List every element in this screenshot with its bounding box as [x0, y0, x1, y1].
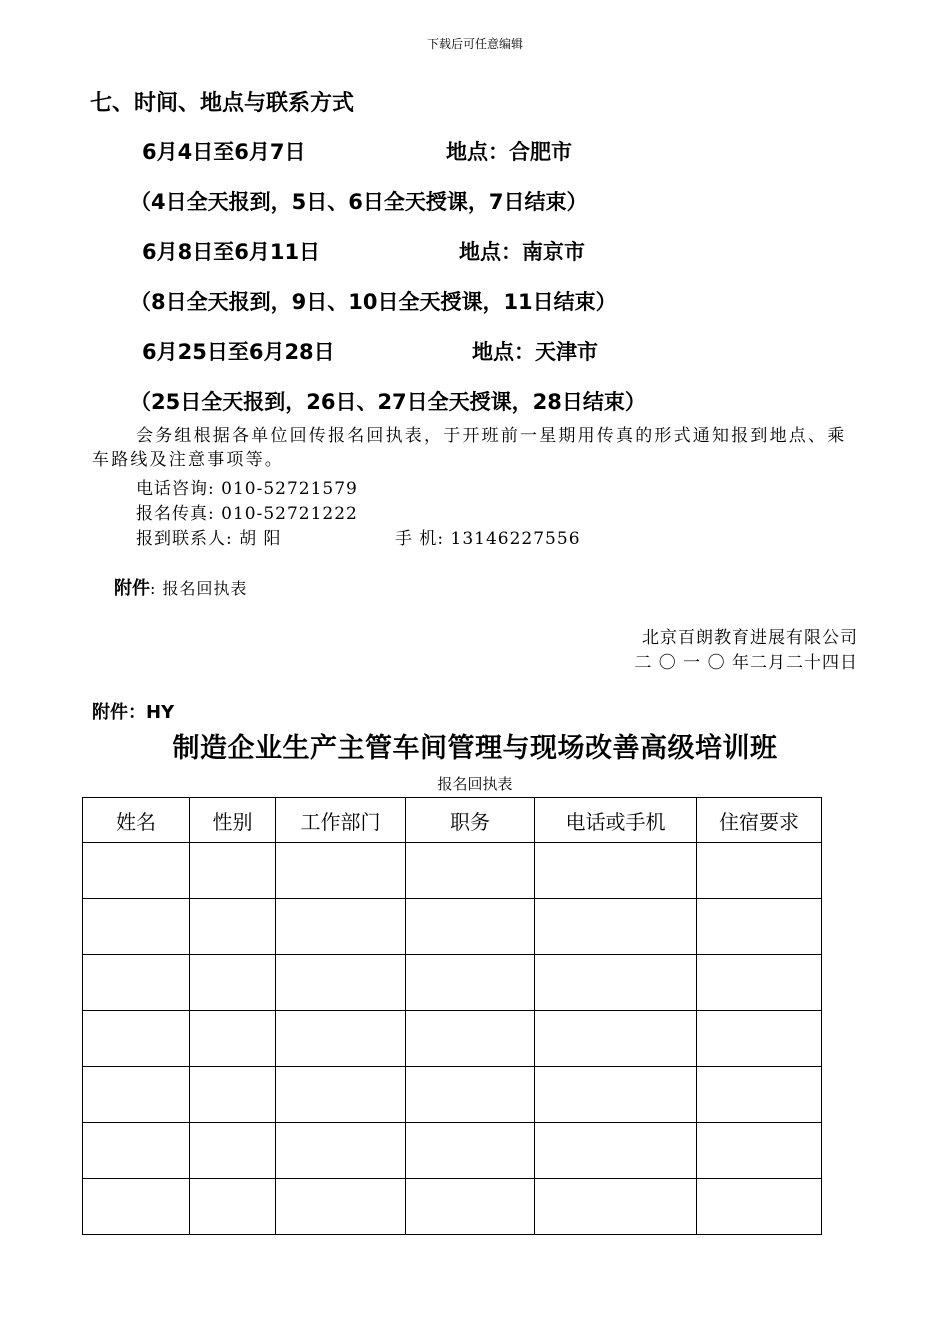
column-header-gender: 性别 [190, 798, 276, 843]
schedule-note: （25日全天报到，26日、27日全天授课，28日结束） [130, 390, 646, 414]
table-cell[interactable] [83, 1067, 190, 1123]
schedule-note: （4日全天报到，5日、6日全天授课，7日结束） [130, 190, 588, 214]
table-cell[interactable] [535, 1011, 697, 1067]
table-cell[interactable] [406, 843, 535, 899]
table-cell[interactable] [697, 955, 822, 1011]
table-cell[interactable] [190, 1123, 276, 1179]
table-cell[interactable] [190, 843, 276, 899]
schedule-dates: 6月25日至6月28日 [142, 340, 335, 364]
table-cell[interactable] [190, 1011, 276, 1067]
schedule-location: 地点：南京市 [459, 240, 585, 264]
table-cell[interactable] [276, 843, 406, 899]
table-cell[interactable] [406, 1011, 535, 1067]
table-cell[interactable] [190, 1067, 276, 1123]
table-cell[interactable] [406, 1067, 535, 1123]
contact-person: 报到联系人: 胡 阳 [136, 529, 282, 549]
table-body [83, 843, 822, 1235]
section-title: 七、时间、地点与联系方式 [90, 91, 355, 116]
table-row [83, 955, 822, 1011]
table-cell[interactable] [697, 1067, 822, 1123]
table-cell[interactable] [190, 1179, 276, 1235]
attachment-hy: 附件：HY [92, 702, 175, 723]
registration-table [82, 797, 822, 1235]
column-header-name: 姓名 [83, 798, 190, 843]
table-cell[interactable] [276, 1179, 406, 1235]
contact-phone: 电话咨询: 010-52721579 [136, 479, 358, 499]
table-cell[interactable] [535, 1123, 697, 1179]
column-header-position: 职务 [406, 798, 535, 843]
schedule-location: 地点：合肥市 [446, 140, 572, 164]
column-header-accommodation: 住宿要求 [697, 798, 822, 843]
table-cell[interactable] [535, 1067, 697, 1123]
table-cell[interactable] [697, 1011, 822, 1067]
table-cell[interactable] [535, 899, 697, 955]
table-cell[interactable] [406, 1123, 535, 1179]
table-cell[interactable] [83, 1123, 190, 1179]
table-cell[interactable] [406, 955, 535, 1011]
table-row [83, 843, 822, 899]
table-row [83, 1123, 822, 1179]
table-cell[interactable] [406, 1179, 535, 1235]
table-cell[interactable] [276, 1123, 406, 1179]
signature-date: 二 〇 一 〇 年二月二十四日 [634, 653, 858, 673]
table-cell[interactable] [83, 1179, 190, 1235]
attachment-label: 附件 [114, 578, 150, 599]
contact-fax: 报名传真: 010-52721222 [136, 504, 358, 524]
table-cell[interactable] [276, 1067, 406, 1123]
table-cell[interactable] [83, 843, 190, 899]
table-cell[interactable] [190, 955, 276, 1011]
table-cell[interactable] [276, 899, 406, 955]
table-cell[interactable] [83, 955, 190, 1011]
form-subtitle: 报名回执表 [437, 775, 513, 793]
schedule-note: （8日全天报到，9日、10日全天授课，11日结束） [130, 290, 617, 314]
table-cell[interactable] [535, 955, 697, 1011]
column-header-department: 工作部门 [276, 798, 406, 843]
table-row [83, 899, 822, 955]
table-cell[interactable] [697, 1179, 822, 1235]
attachment-line [114, 574, 247, 600]
schedule-dates: 6月4日至6月7日 [142, 140, 306, 164]
form-title: 制造企业生产主管车间管理与现场改善高级培训班 [172, 733, 778, 764]
column-header-phone: 电话或手机 [535, 798, 697, 843]
attachment-text: : 报名回执表 [150, 579, 248, 598]
table-cell[interactable] [83, 899, 190, 955]
schedule-dates: 6月8日至6月11日 [142, 240, 321, 264]
table-row [83, 1179, 822, 1235]
table-row [83, 1011, 822, 1067]
table-header-row [83, 798, 822, 843]
table-cell[interactable] [406, 899, 535, 955]
table-cell[interactable] [535, 1179, 697, 1235]
notice-paragraph: 会务组根据各单位回传报名回执表，于开班前一星期用传真的形式通知报到地点、乘车路线及注意事项等。 [92, 426, 847, 470]
table-cell[interactable] [697, 843, 822, 899]
table-cell[interactable] [190, 899, 276, 955]
table-cell[interactable] [83, 1011, 190, 1067]
schedule-location: 地点：天津市 [472, 340, 598, 364]
table-cell[interactable] [276, 1011, 406, 1067]
table-cell[interactable] [697, 899, 822, 955]
table-cell[interactable] [535, 843, 697, 899]
table-row [83, 1067, 822, 1123]
table-cell[interactable] [276, 955, 406, 1011]
contact-mobile: 手 机: 13146227556 [395, 529, 581, 549]
table-cell[interactable] [697, 1123, 822, 1179]
signature-company: 北京百朗教育进展有限公司 [642, 628, 858, 648]
header-note: 下载后可任意编辑 [426, 37, 523, 51]
